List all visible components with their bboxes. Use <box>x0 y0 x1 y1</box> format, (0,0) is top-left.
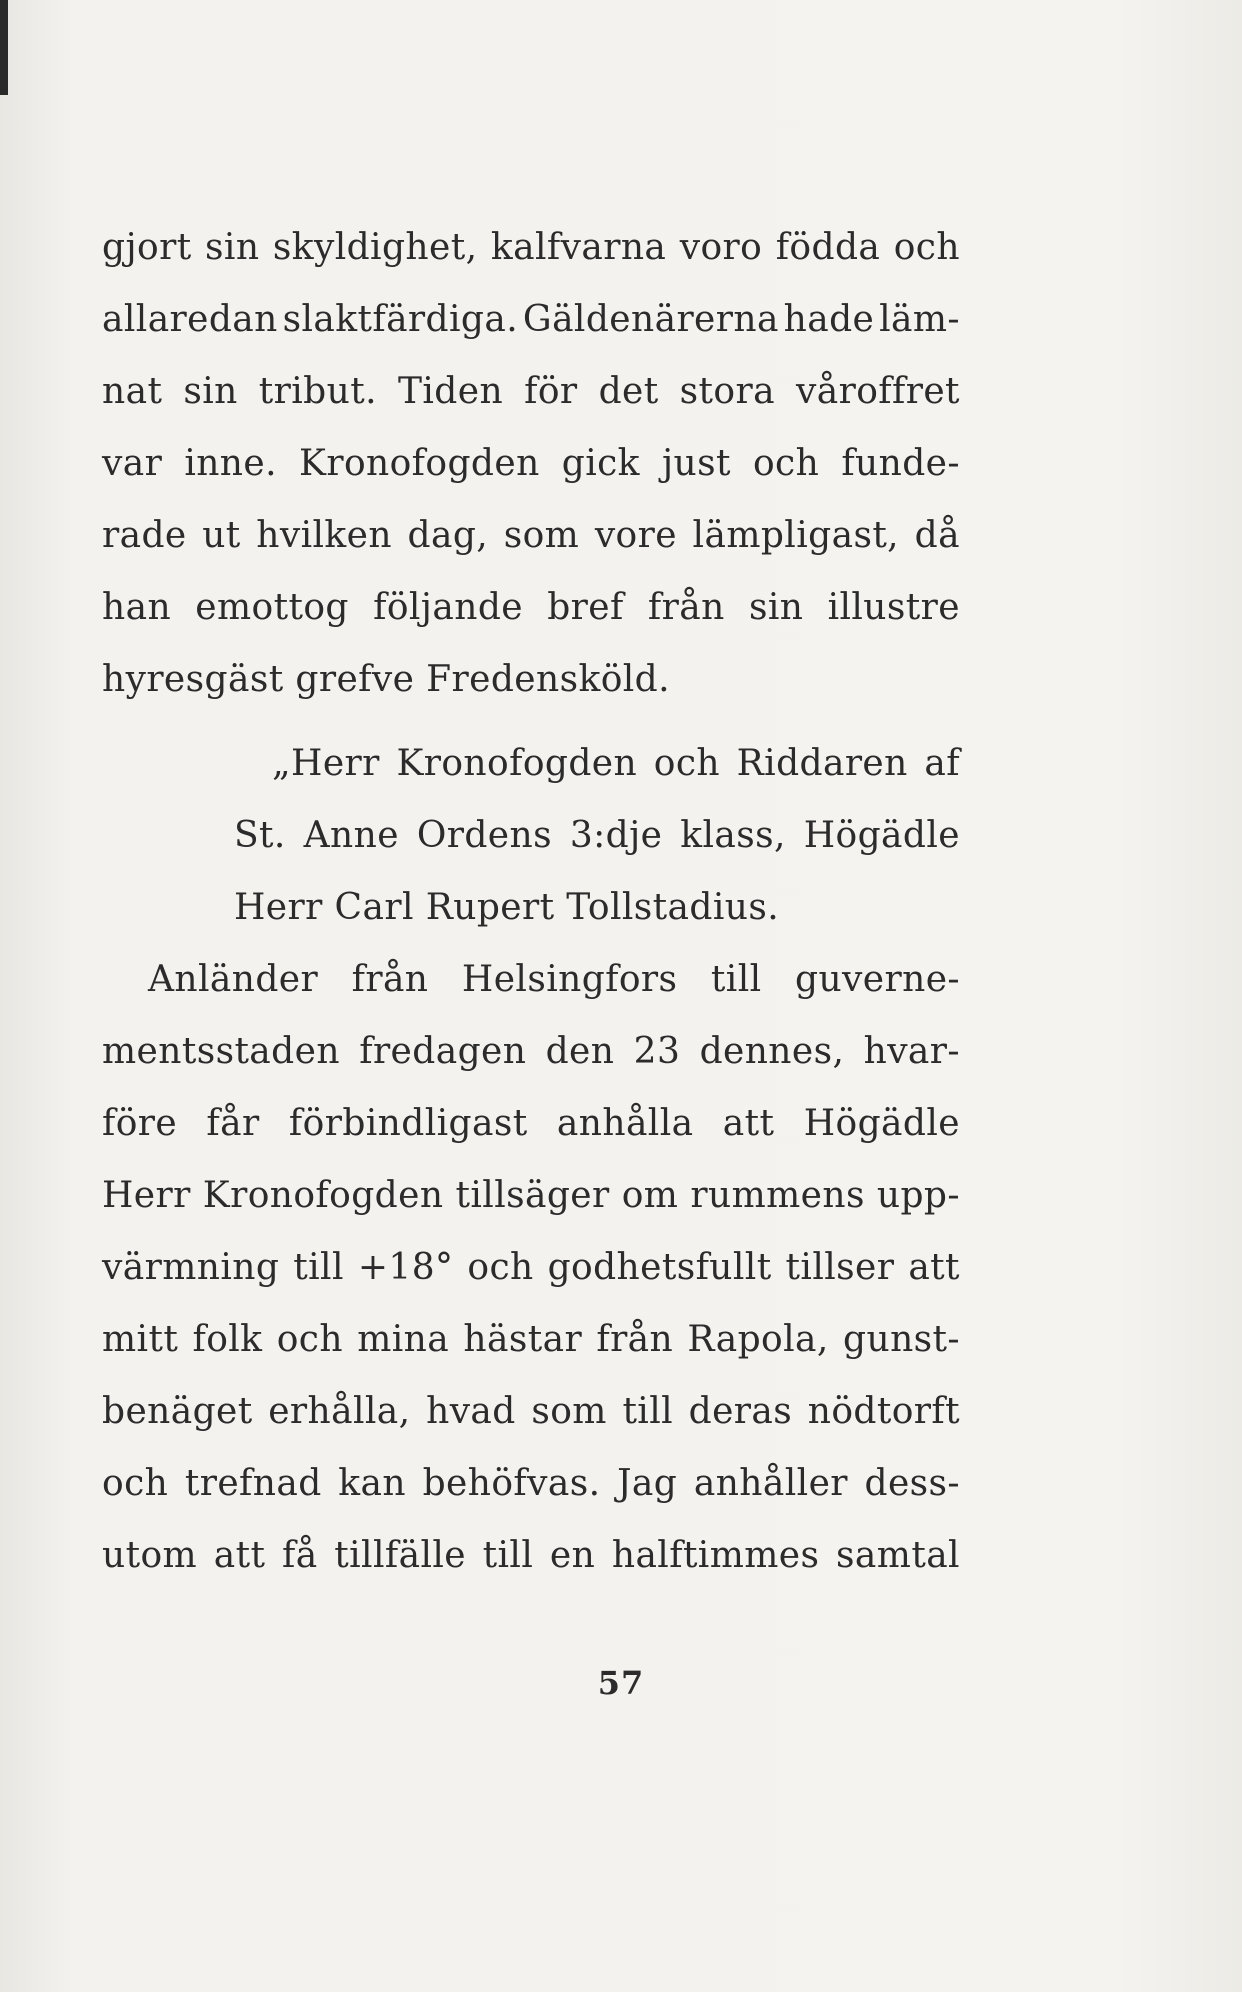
text-line: Herr Kronofogden tillsäger om rummens upp- <box>102 1175 960 1216</box>
page-number: 57 <box>597 1664 645 1702</box>
text-line: St. Anne Ordens 3:dje klass, Högädle <box>234 815 960 856</box>
text-line: gjort sin skyldighet, kalfvarna voro födda och <box>102 227 960 268</box>
text-line: var inne. Kronofogden gick just och funde- <box>102 443 960 484</box>
text-line: hyresgäst grefve Fredensköld. <box>102 659 670 700</box>
text-line: Herr Carl Rupert Tollstadius. <box>234 887 780 928</box>
text-line: mentsstaden fredagen den 23 dennes, hvar- <box>102 1031 960 1072</box>
text-line: värmning till +18° och godhetsfullt tillser att <box>102 1247 960 1288</box>
text-line: „Herr Kronofogden och Riddaren af <box>272 743 960 784</box>
text-line: benäget erhålla, hvad som till deras nödtorft <box>102 1391 960 1432</box>
paragraph-opening <box>102 212 960 716</box>
text-line: nat sin tribut. Tiden för det stora våroffret <box>102 371 960 412</box>
text-line: rade ut hvilken dag, som vore lämpligast, då <box>102 515 960 556</box>
paragraph-letter-body <box>102 944 960 1592</box>
text-line: allaredan slaktfärdiga. Gäldenärerna hade läm- <box>102 299 960 340</box>
text-line: Anländer från Helsingfors till guverne- <box>148 959 960 1000</box>
text-line: utom att få tillfälle till en halftimmes samtal <box>102 1535 960 1576</box>
letter-address <box>102 728 960 944</box>
page-text <box>102 212 960 1592</box>
text-line: och trefnad kan behöfvas. Jag anhåller dess- <box>102 1463 960 1504</box>
text-line: han emottog följande bref från sin illustre <box>102 587 960 628</box>
page-edge-shadow <box>0 0 8 95</box>
text-line: före får förbindligast anhålla att Högädle <box>102 1103 960 1144</box>
text-line: mitt folk och mina hästar från Rapola, gunst- <box>102 1319 960 1360</box>
